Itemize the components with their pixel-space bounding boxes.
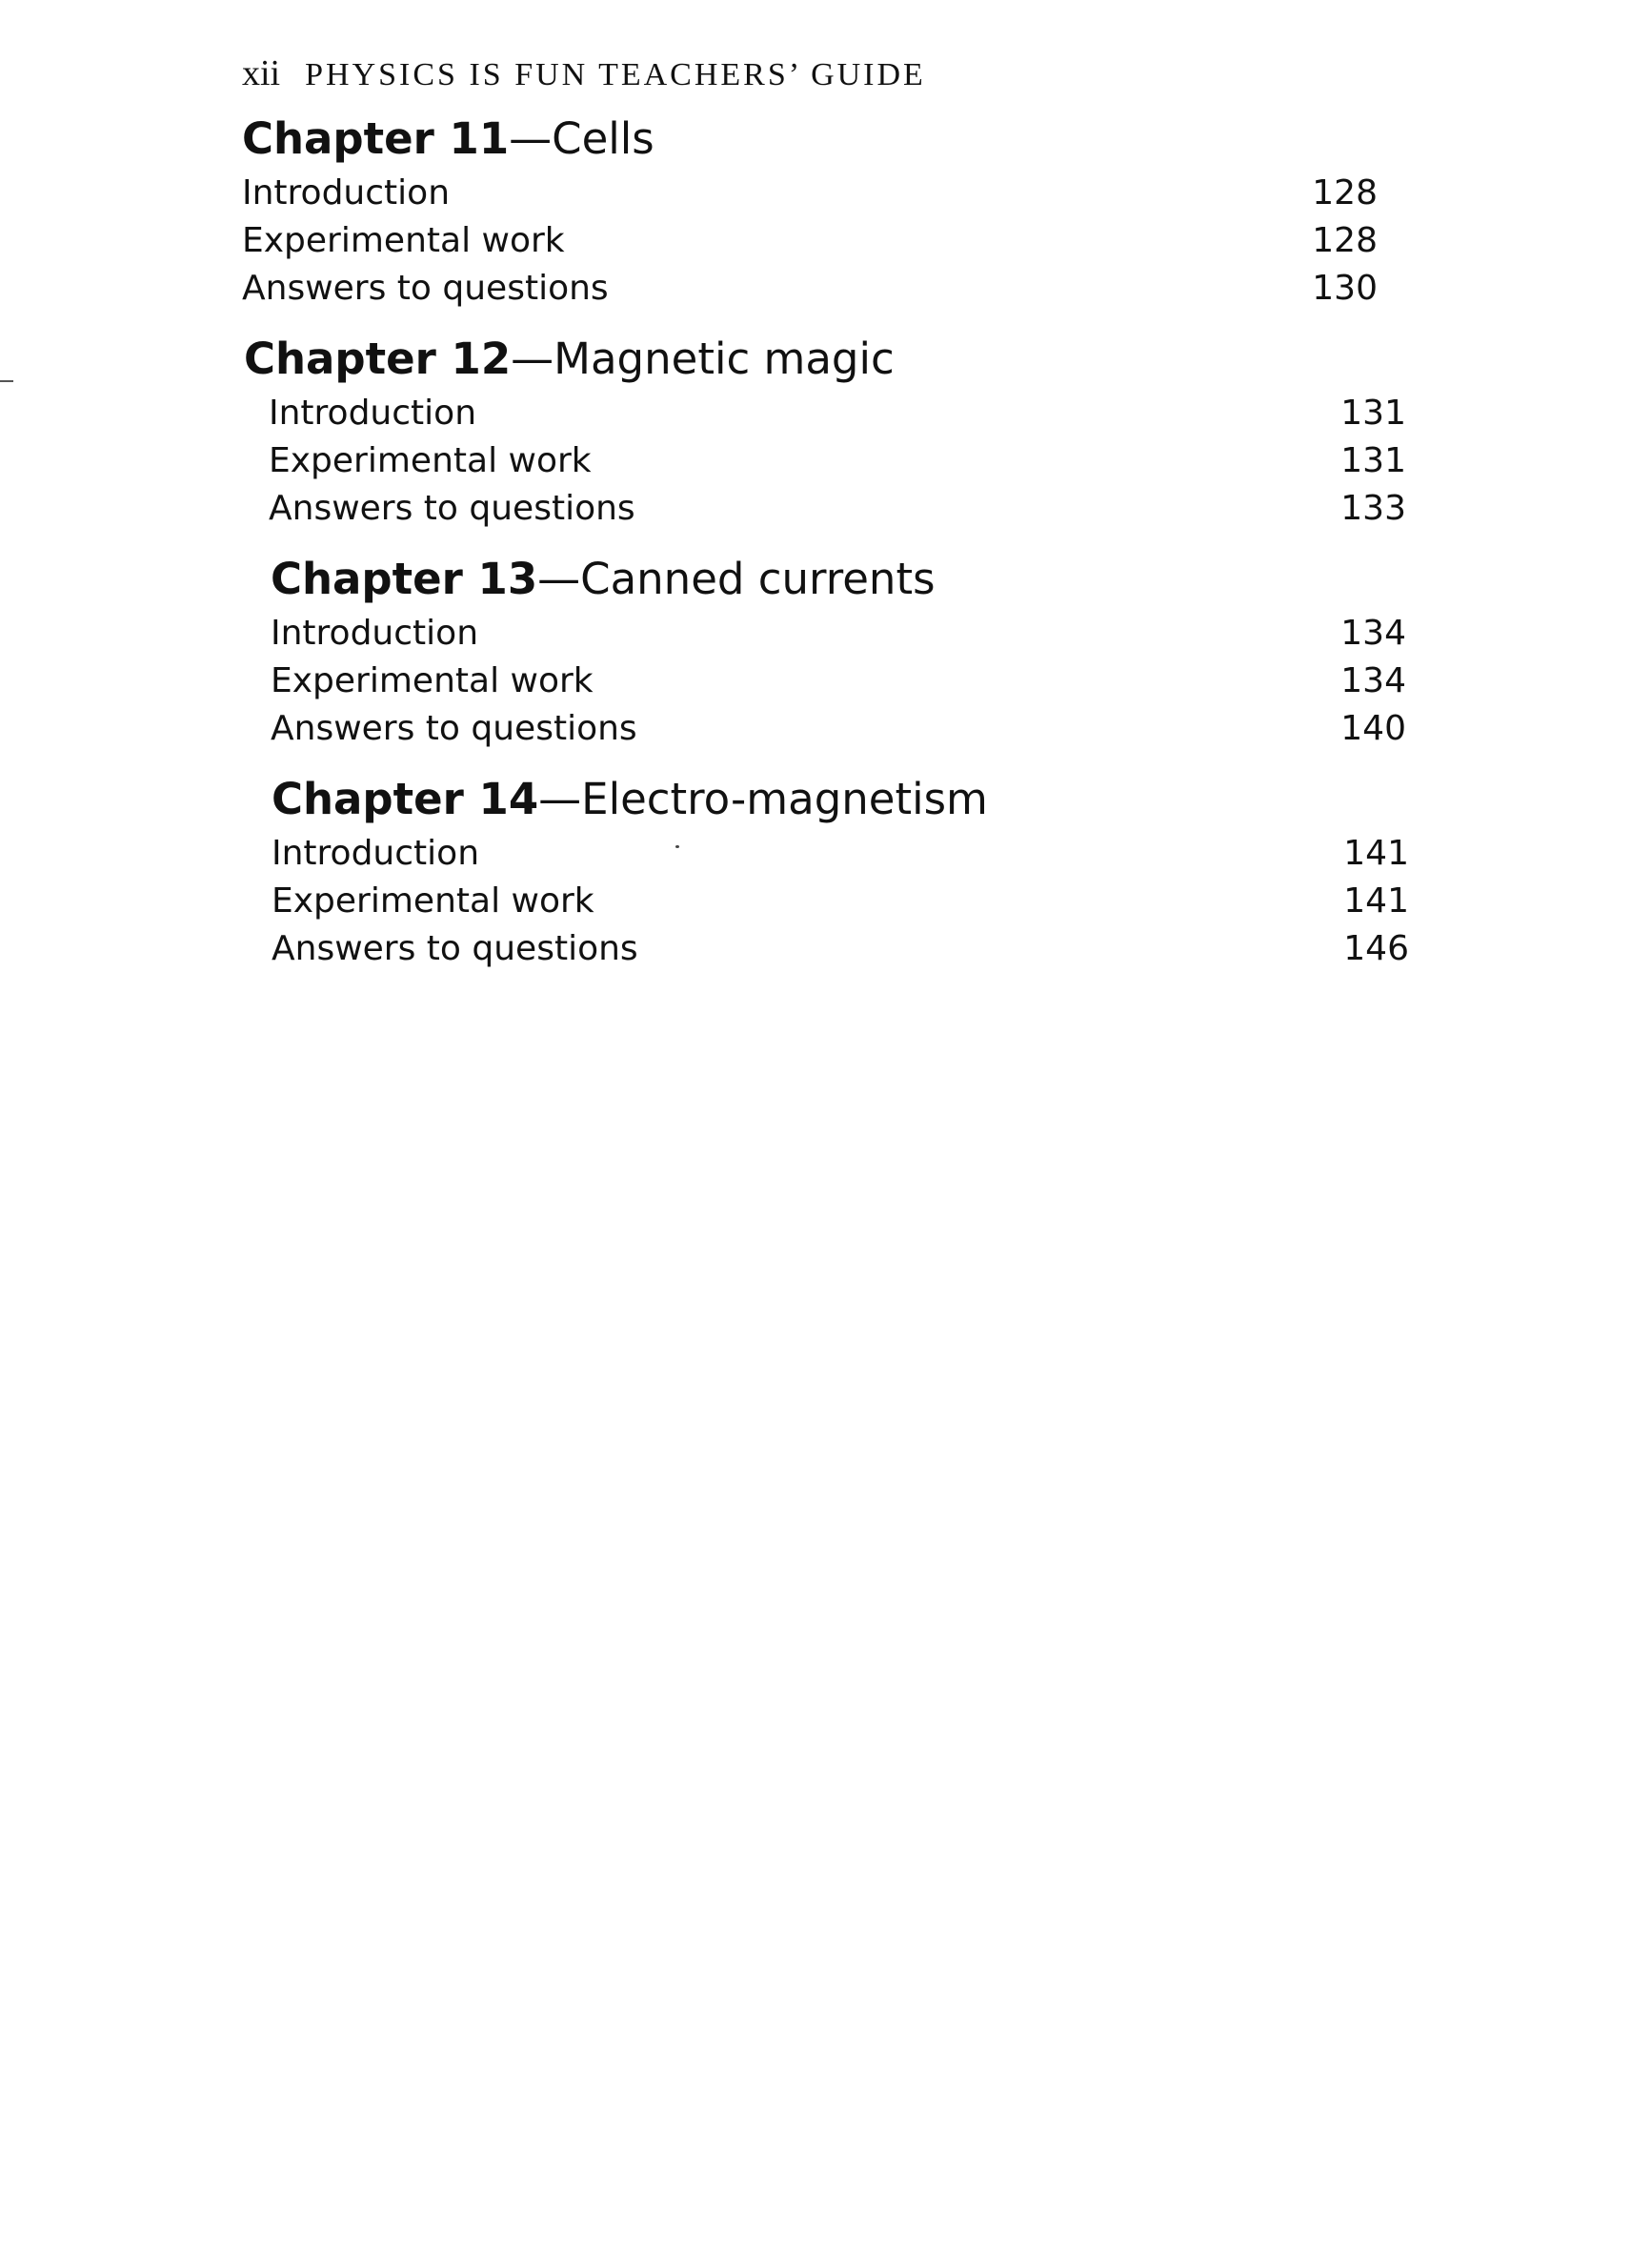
toc-entry-page: 146: [1343, 929, 1409, 968]
chapter-13-heading: [271, 553, 1406, 606]
chapter-dash: —: [537, 554, 581, 604]
toc-entry: [271, 658, 1406, 705]
chapter-dash: —: [538, 774, 582, 824]
toc-entry-label: Introduction: [269, 394, 477, 433]
toc-entry-page: 133: [1340, 489, 1406, 528]
running-head: [242, 55, 926, 91]
chapter-12-entries: [269, 390, 1406, 533]
toc-entry-label: Introduction: [271, 614, 479, 653]
toc-entry-label: Answers to questions: [242, 269, 609, 308]
page-folio: xii: [242, 53, 281, 93]
chapter-11-section: [242, 112, 1378, 313]
toc-entry: [271, 610, 1406, 658]
toc-entry: [242, 265, 1378, 313]
toc-entry: [271, 705, 1406, 753]
toc-entry: [269, 485, 1406, 533]
toc-entry-label: Introduction: [242, 173, 451, 213]
toc-entry-label: Experimental work: [269, 441, 592, 480]
toc-entry: [272, 830, 1409, 878]
chapter-number: Chapter 12: [244, 334, 512, 384]
toc-entry: [272, 925, 1409, 973]
toc-entry-label: Introduction: [272, 834, 480, 873]
toc-entry-label: Answers to questions: [272, 929, 638, 968]
chapter-11-heading: [242, 112, 1378, 166]
toc-entry: [269, 437, 1406, 485]
chapter-name: Cells: [552, 113, 654, 164]
toc-entry-label: Experimental work: [272, 881, 594, 921]
chapter-12-section: [244, 333, 1406, 533]
chapter-14-section: [272, 773, 1409, 973]
toc-entry-page: 128: [1312, 173, 1378, 213]
toc-entry: [272, 878, 1409, 925]
chapter-13-section: [271, 553, 1406, 753]
chapter-14-heading: [272, 773, 1409, 826]
toc-entry-page: 131: [1340, 441, 1406, 480]
toc-entry-page: 141: [1343, 881, 1409, 921]
chapter-number: Chapter 14: [272, 774, 539, 824]
margin-scan-mark: [0, 380, 13, 382]
chapter-12-heading: [244, 333, 1406, 386]
toc-entry: [242, 170, 1378, 217]
running-head-title: PHYSICS IS FUN TEACHERS’ GUIDE: [305, 57, 926, 92]
toc-entry-label: Answers to questions: [271, 709, 637, 748]
chapter-number: Chapter 13: [271, 554, 538, 604]
toc-entry: [242, 217, 1378, 265]
toc-entry-page: 141: [1343, 834, 1409, 873]
chapter-name: Canned currents: [580, 554, 936, 604]
toc-entry-label: Answers to questions: [269, 489, 635, 528]
toc-entry-page: 128: [1312, 221, 1378, 260]
toc-entry-page: 131: [1340, 394, 1406, 433]
toc-entry-page: 134: [1340, 614, 1406, 653]
chapter-number: Chapter 11: [242, 113, 510, 164]
toc-entry-page: 134: [1340, 661, 1406, 700]
chapter-dash: —: [509, 113, 553, 164]
chapter-name: Magnetic magic: [554, 334, 895, 384]
toc-entry-label: Experimental work: [242, 221, 565, 260]
chapter-name: Electro-magnetism: [581, 774, 988, 824]
toc-entry-label: Experimental work: [271, 661, 594, 700]
toc-entry-page: 130: [1312, 269, 1378, 308]
toc-entry-page: 140: [1340, 709, 1406, 748]
toc-entry: [269, 390, 1406, 437]
chapter-dash: —: [511, 334, 554, 384]
